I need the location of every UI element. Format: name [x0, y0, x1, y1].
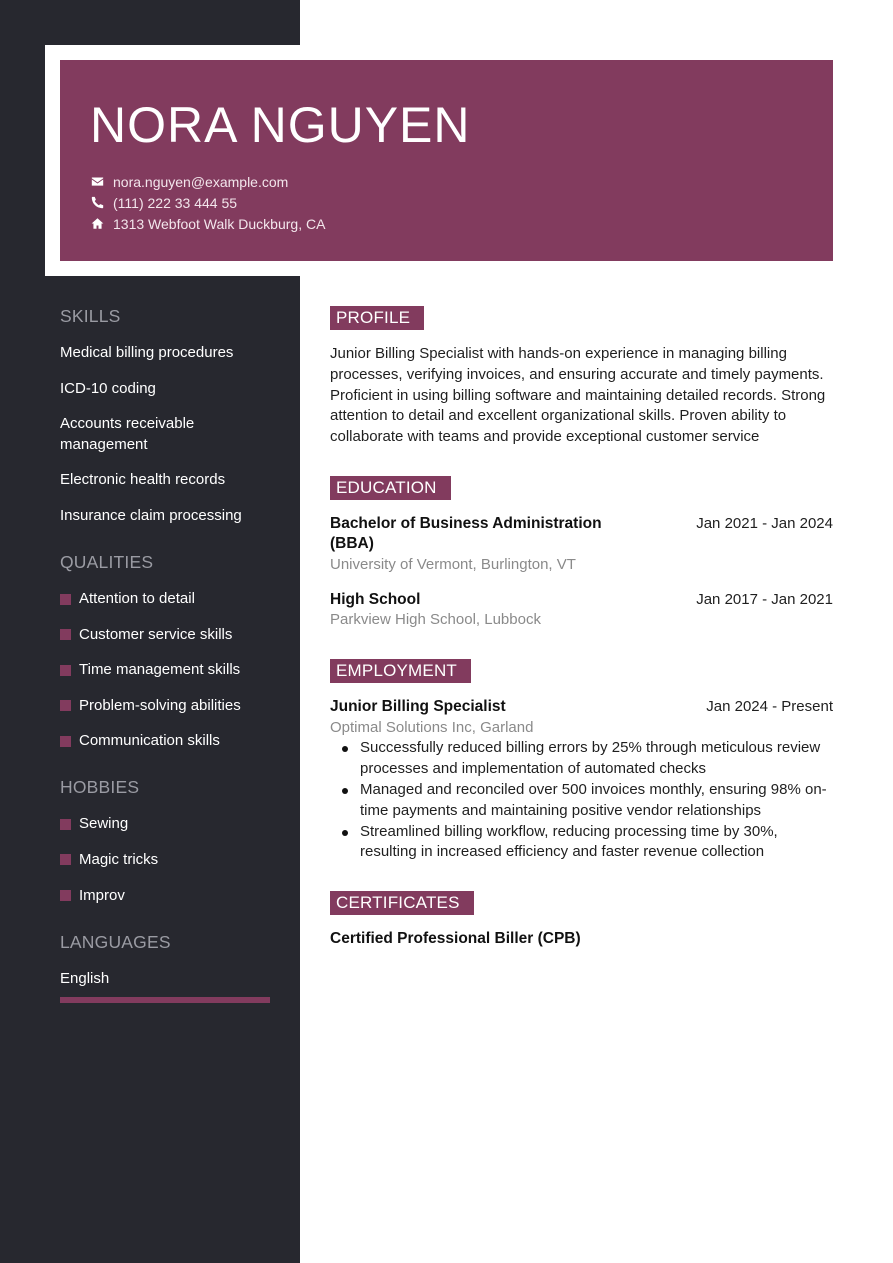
hobby-label: Improv [79, 886, 125, 904]
language-level-fill [60, 997, 270, 1003]
entry-date: Jan 2024 - Present [706, 698, 833, 716]
quality-label: Time management skills [79, 661, 241, 679]
language-level-bar [60, 997, 270, 1003]
quality-label: Attention to detail [79, 590, 195, 607]
qualities-heading: QUALITIES [60, 552, 154, 572]
qualities-section [60, 552, 275, 751]
square-bullet-icon [60, 629, 71, 640]
header [60, 60, 833, 261]
quality-label: Communication skills [79, 732, 220, 750]
languages-heading: LANGUAGES [60, 931, 171, 952]
hobbies-heading: HOBBIES [60, 777, 140, 798]
address-text: 1313 Webfoot Walk Duckburg, CA [113, 215, 326, 232]
institution: Parkview High School, Lubbock [330, 611, 541, 629]
entry-header [330, 590, 833, 611]
main-content [330, 306, 833, 978]
contact-email [90, 171, 325, 192]
skills-heading: SKILLS [60, 306, 121, 326]
skill-item: Accounts receivable management [60, 415, 195, 453]
education-heading: EDUCATION [330, 476, 451, 500]
employment-heading: EMPLOYMENT [330, 659, 471, 683]
hobby-item [60, 850, 275, 870]
contact-phone [90, 192, 325, 213]
home-icon [90, 217, 104, 231]
quality-item [60, 660, 275, 680]
hobbies-section [60, 777, 275, 905]
hobby-item [60, 886, 275, 906]
certificates-section [330, 891, 833, 950]
degree-title: High School [330, 590, 421, 608]
contact-info [90, 171, 325, 234]
candidate-name: NORA NGUYEN [90, 97, 471, 153]
hobby-item [60, 814, 275, 834]
contact-address [90, 213, 325, 234]
sidebar-content [60, 306, 275, 1029]
square-bullet-icon [60, 700, 71, 711]
skill-item: ICD-10 coding [60, 379, 156, 397]
job-achievements [330, 738, 833, 863]
profile-section [330, 306, 833, 448]
skill-item: Medical billing procedures [60, 344, 234, 361]
entry-header [330, 697, 833, 718]
profile-text: Junior Billing Specialist with hands-on experience in managing billing processes, verifying invoices, and ensuring accurate and timely payments. Proficient in using billing software and maintaining detailed records. Strong attention to detail and excellent organizational skills. Proven ability to collaborate with teams and provide exceptional customer service [330, 345, 826, 446]
hobby-label: Magic tricks [79, 850, 159, 868]
skill-item: Insurance claim processing [60, 506, 242, 524]
list-item: Streamlined billing workflow, reducing processing time by 30%, resulting in increased efficiency and faster revenue collection [330, 822, 833, 864]
list-item: Successfully reduced billing errors by 25% through meticulous review processes and implementation of automated checks [330, 738, 833, 780]
language-name: English [60, 969, 110, 987]
education-entry [330, 514, 833, 576]
skill-item: Electronic health records [60, 471, 226, 488]
education-section [330, 476, 833, 631]
languages-section [60, 932, 275, 1003]
quality-item [60, 625, 275, 645]
job-title: Junior Billing Specialist [330, 698, 506, 716]
list-item: Managed and reconciled over 500 invoices monthly, ensuring 98% on-time payments and maintaining positive vendor relationships [330, 780, 833, 822]
skills-section [60, 306, 275, 526]
square-bullet-icon [60, 819, 71, 830]
employment-section [330, 659, 833, 863]
quality-label: Problem-solving abilities [79, 696, 241, 714]
employment-entry [330, 697, 833, 863]
entry-header [330, 514, 833, 555]
envelope-icon [90, 175, 104, 189]
entry-date: Jan 2021 - Jan 2024 [696, 514, 833, 532]
phone-text[interactable]: (111) 222 33 444 55 [113, 194, 238, 211]
quality-item [60, 731, 275, 751]
profile-heading: PROFILE [330, 306, 424, 330]
certificate-item: Certified Professional Biller (CPB) [330, 930, 581, 948]
certificates-heading: CERTIFICATES [330, 891, 474, 915]
quality-label: Customer service skills [79, 625, 233, 643]
education-entry [330, 590, 833, 631]
square-bullet-icon [60, 854, 71, 865]
entry-date: Jan 2017 - Jan 2021 [696, 590, 833, 608]
quality-item [60, 696, 275, 716]
quality-item [60, 589, 275, 609]
institution: University of Vermont, Burlington, VT [330, 555, 576, 573]
email-text[interactable]: nora.nguyen@example.com [113, 173, 289, 190]
square-bullet-icon [60, 890, 71, 901]
degree-title: Bachelor of Business Administration (BBA) [330, 514, 602, 553]
square-bullet-icon [60, 594, 71, 605]
hobby-label: Sewing [79, 815, 129, 833]
square-bullet-icon [60, 736, 71, 747]
employer: Optimal Solutions Inc, Garland [330, 718, 534, 736]
phone-icon [90, 196, 104, 210]
square-bullet-icon [60, 665, 71, 676]
